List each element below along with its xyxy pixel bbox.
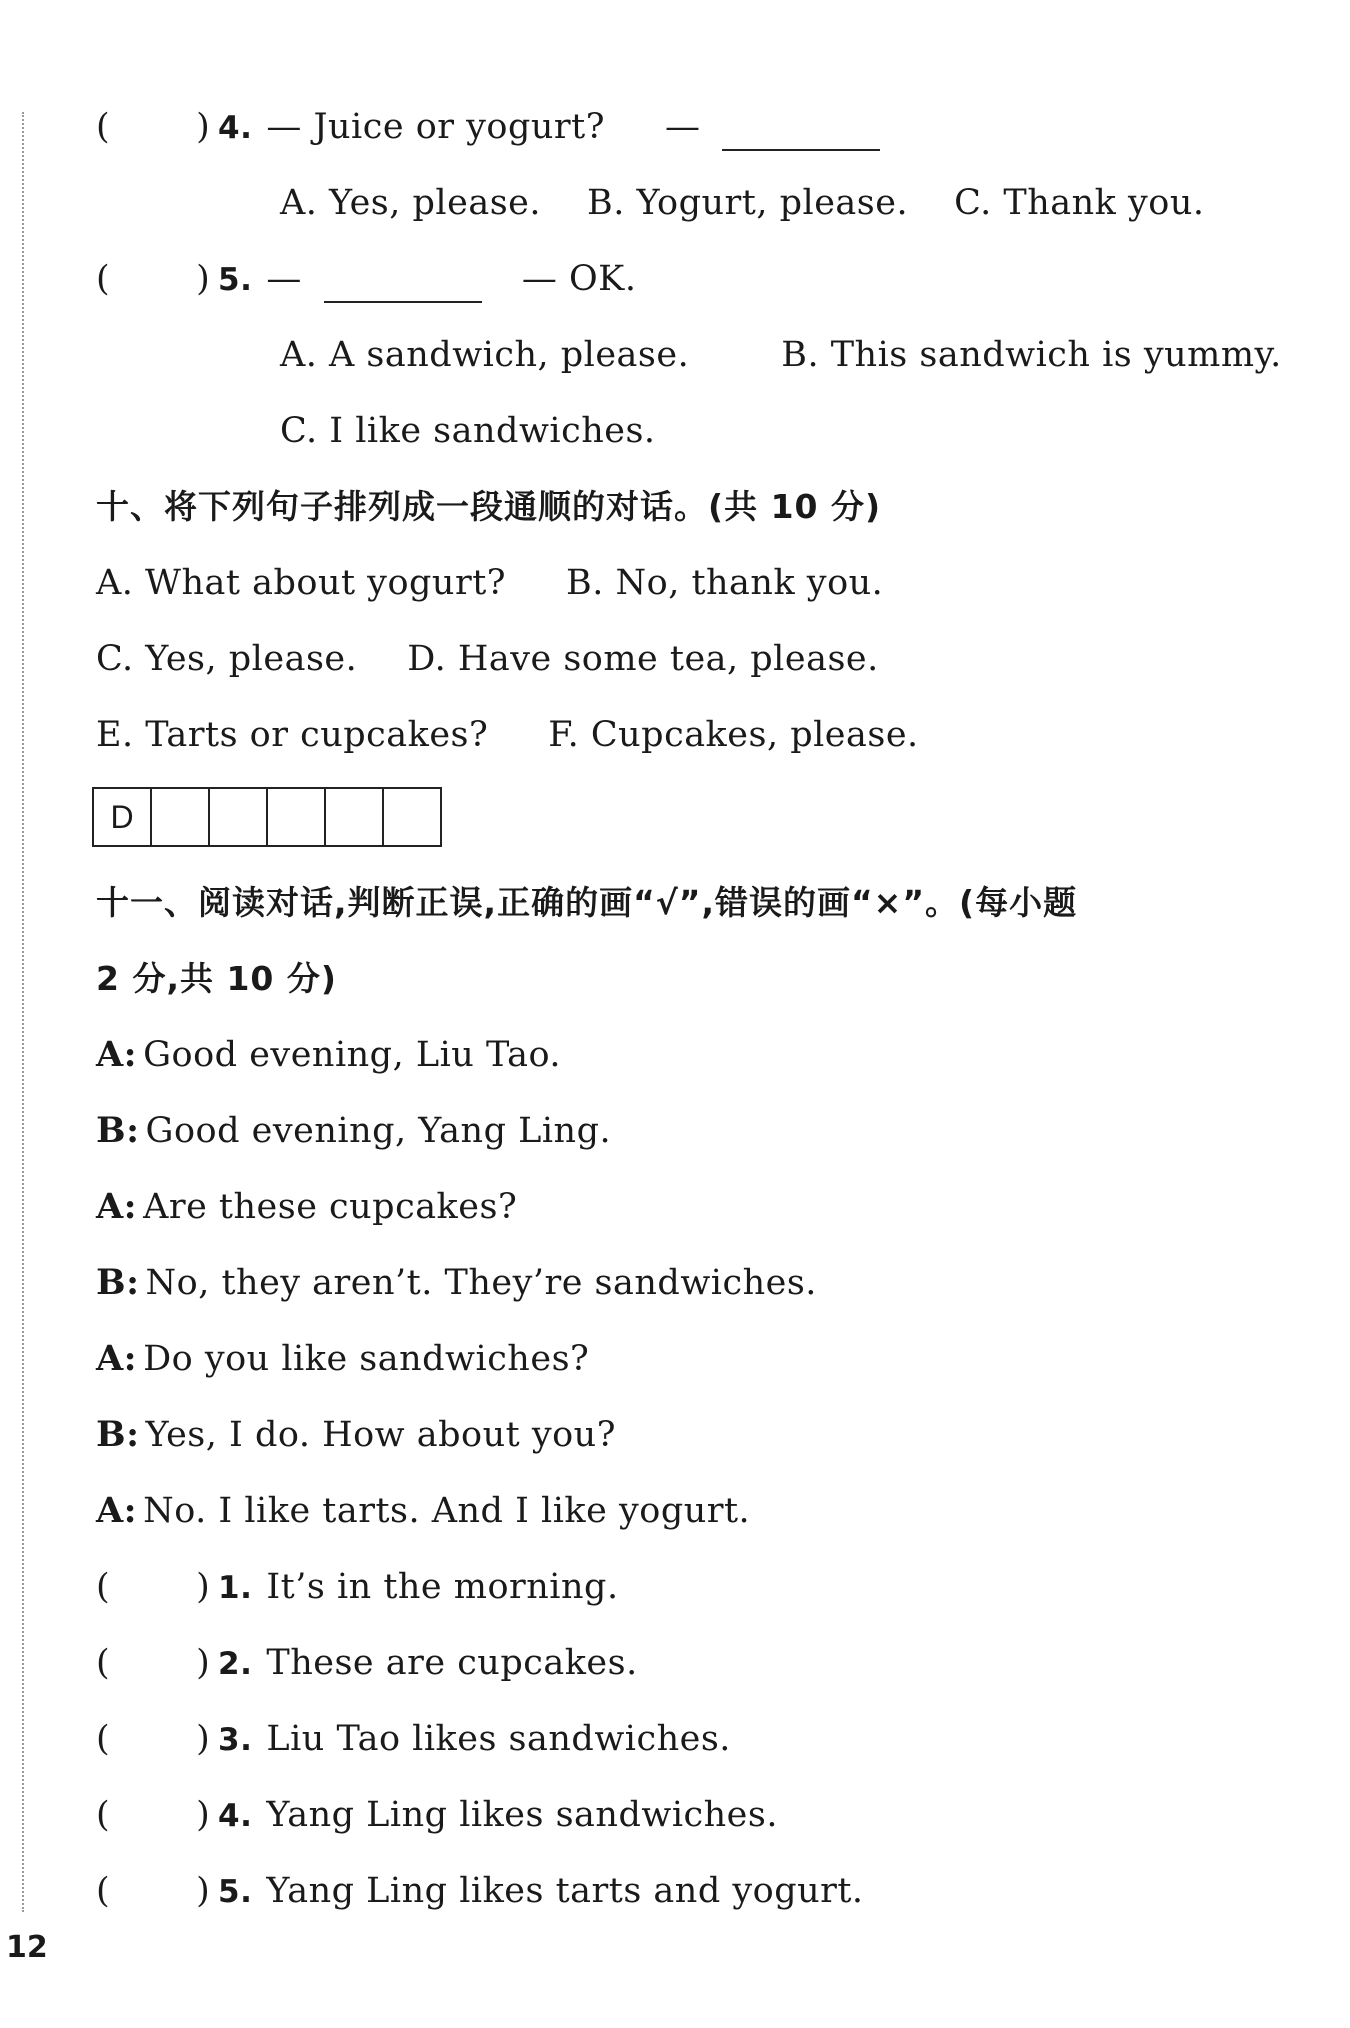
- question-number: 4.: [218, 110, 253, 146]
- question-number: 5.: [218, 262, 253, 298]
- dialogue-line: B: Good evening, Yang Ling.: [96, 1110, 612, 1151]
- dialogue-line: A: Do you like sandwiches?: [96, 1338, 590, 1379]
- answer-paren[interactable]: ( ): [96, 107, 211, 147]
- page-number: 12: [6, 1930, 48, 1965]
- sentence-b: B. No, thank you.: [566, 563, 884, 603]
- answer-blank[interactable]: [722, 113, 880, 151]
- answer-paren[interactable]: ( ): [96, 1871, 211, 1911]
- speaker-label: A:: [96, 1338, 138, 1379]
- question-4: ( ) 4. — Juice or yogurt? —: [96, 104, 880, 151]
- statement-5: ( ) 5. Yang Ling likes tarts and yogurt.: [96, 1868, 864, 1915]
- dialogue-line: B: No, they aren’t. They’re sandwiches.: [96, 1262, 817, 1303]
- option-b: B. Yogurt, please.: [587, 183, 909, 223]
- section-11-heading-cont: 2 分,共 10 分): [96, 959, 337, 998]
- section-10-row-1: [96, 560, 883, 606]
- option-c: C. I like sandwiches.: [280, 411, 656, 451]
- dialogue-line: A: No. I like tarts. And I like yogurt.: [96, 1490, 751, 1531]
- question-4-options: [280, 180, 1205, 226]
- answer-paren[interactable]: ( ): [96, 1567, 211, 1607]
- answer-paren[interactable]: ( ): [96, 259, 211, 299]
- answer-cell[interactable]: [326, 789, 384, 845]
- sentence-e: E. Tarts or cupcakes?: [96, 715, 489, 755]
- section-10-row-3: [96, 712, 919, 758]
- sentence-a: A. What about yogurt?: [96, 563, 507, 603]
- statement-2: ( ) 2. These are cupcakes.: [96, 1640, 638, 1687]
- question-5: ( ) 5. — — OK.: [96, 256, 636, 303]
- sentence-f: F. Cupcakes, please.: [548, 715, 919, 755]
- statement-3: ( ) 3. Liu Tao likes sandwiches.: [96, 1716, 731, 1763]
- answer-blank[interactable]: [324, 265, 482, 303]
- speaker-label: B:: [96, 1414, 140, 1455]
- option-c: C. Thank you.: [954, 183, 1205, 223]
- section-10-row-2: [96, 636, 879, 682]
- dialogue-line: B: Yes, I do. How about you?: [96, 1414, 616, 1455]
- sentence-c: C. Yes, please.: [96, 639, 358, 679]
- section-10-heading: 十、将下列句子排列成一段通顺的对话。(共 10 分): [96, 487, 882, 526]
- answer-cell[interactable]: [152, 789, 210, 845]
- question-5-options-row1: [280, 332, 1282, 378]
- option-a: A. A sandwich, please.: [280, 335, 690, 375]
- question-text: — Juice or yogurt?: [266, 107, 605, 147]
- margin-dotted-rule: [22, 112, 24, 1912]
- speaker-label: B:: [96, 1110, 140, 1151]
- speaker-label: A:: [96, 1490, 138, 1531]
- dialogue-line: A: Are these cupcakes?: [96, 1186, 518, 1227]
- answer-paren[interactable]: ( ): [96, 1719, 211, 1759]
- answer-paren[interactable]: ( ): [96, 1795, 211, 1835]
- answer-cell[interactable]: [210, 789, 268, 845]
- dialogue-line: A: Good evening, Liu Tao.: [96, 1034, 562, 1075]
- statement-4: ( ) 4. Yang Ling likes sandwiches.: [96, 1792, 778, 1839]
- option-b: B. This sandwich is yummy.: [781, 335, 1282, 375]
- speaker-label: B:: [96, 1262, 140, 1303]
- response-text: — OK.: [521, 259, 637, 299]
- answer-cell[interactable]: [268, 789, 326, 845]
- speaker-label: A:: [96, 1186, 138, 1227]
- section-11-heading: 十一、阅读对话,判断正误,正确的画“√”,错误的画“×”。(每小题: [96, 883, 1078, 922]
- answer-cell[interactable]: D: [94, 789, 152, 845]
- option-a: A. Yes, please.: [280, 183, 541, 223]
- answer-cell[interactable]: [384, 789, 440, 845]
- sentence-d: D. Have some tea, please.: [407, 639, 879, 679]
- answer-order-grid: [92, 787, 442, 847]
- speaker-label: A:: [96, 1034, 138, 1075]
- answer-paren[interactable]: ( ): [96, 1643, 211, 1683]
- statement-1: ( ) 1. It’s in the morning.: [96, 1564, 619, 1611]
